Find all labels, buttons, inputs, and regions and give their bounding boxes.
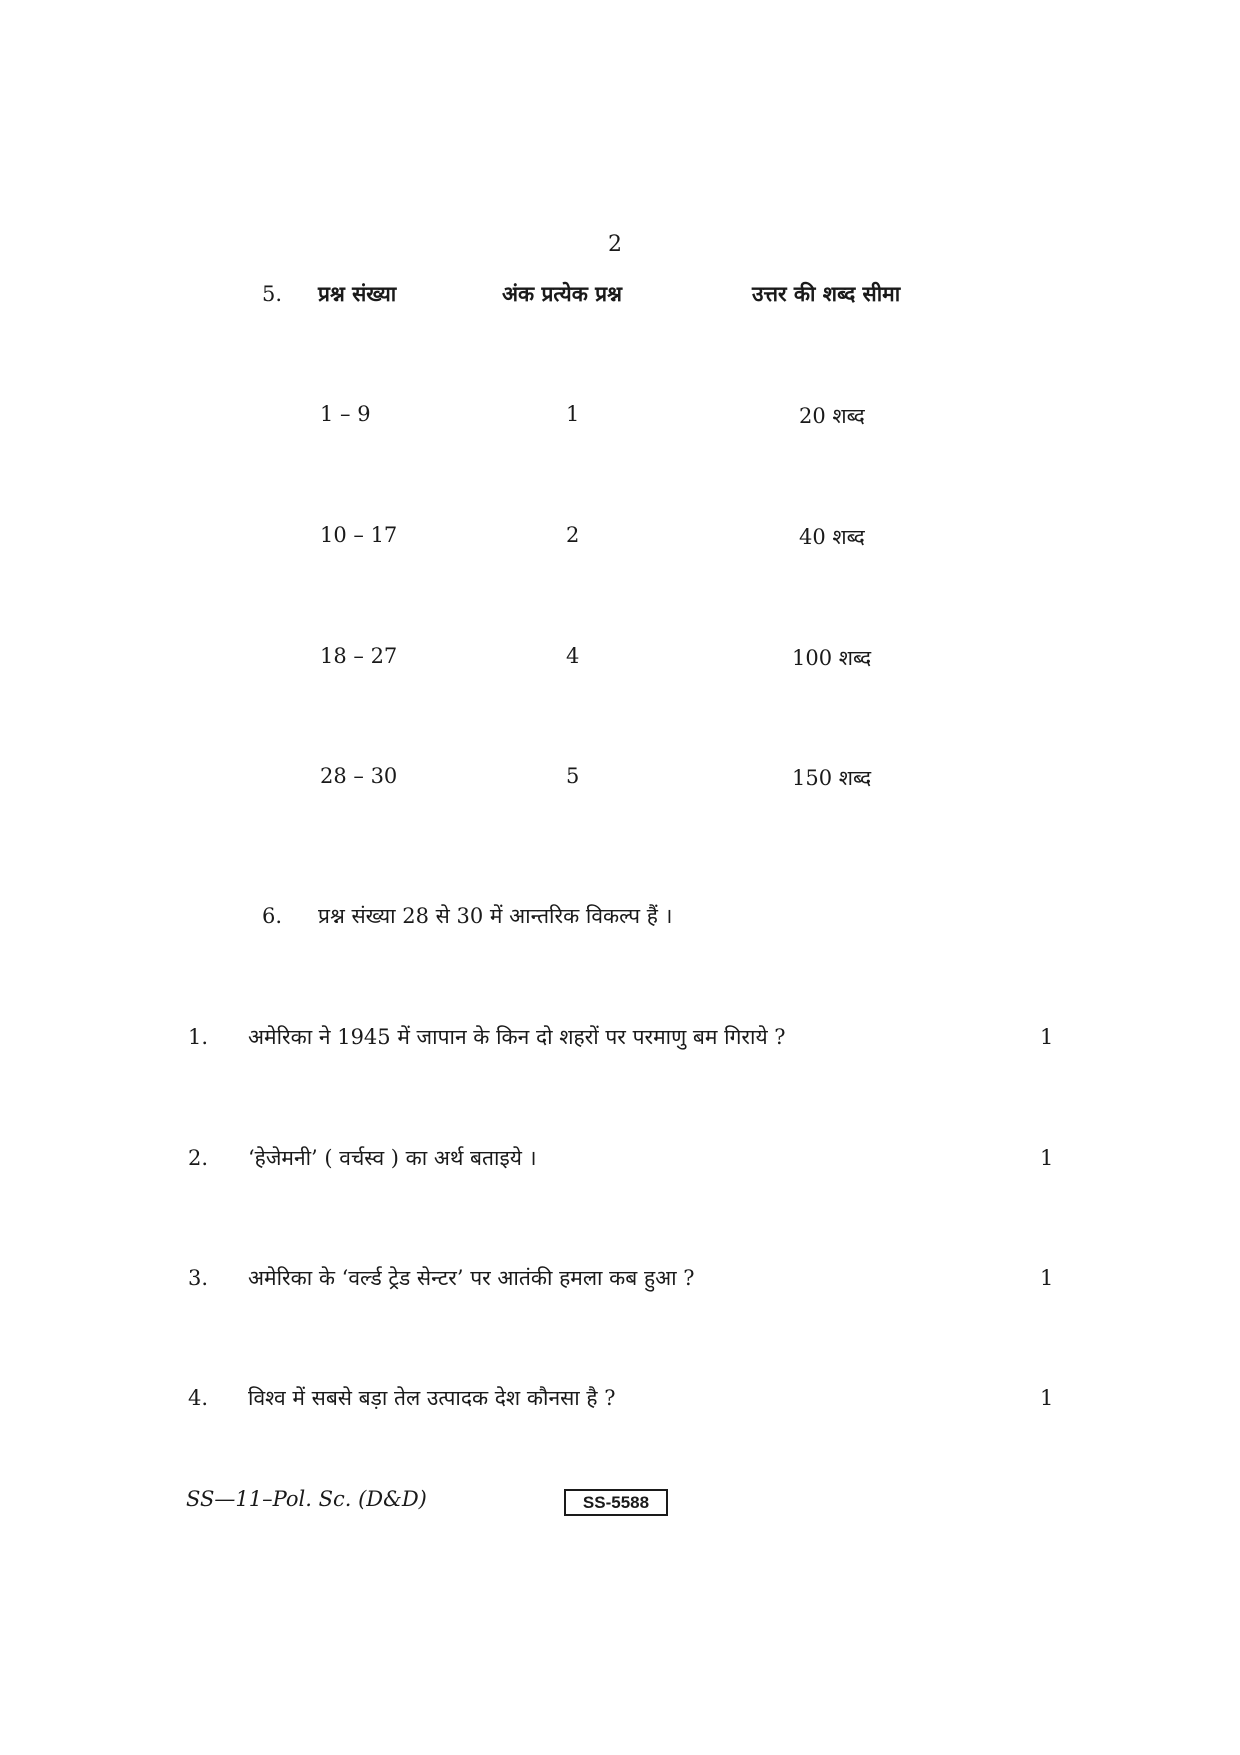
question-text: अमेरिका ने 1945 में जापान के किन दो शहरों पर परमाणु बम गिराये ? <box>248 1025 786 1049</box>
table-cell: 10 – 17 <box>320 523 398 547</box>
table-header-word-limit: उत्तर की शब्द सीमा <box>752 281 901 306</box>
question-marks: 1 <box>1040 1146 1054 1170</box>
question-number: 3. <box>188 1266 209 1290</box>
instruction-text: प्रश्न संख्या 28 से 30 में आन्तरिक विकल्प हैं । <box>318 904 673 928</box>
question-marks: 1 <box>1040 1386 1054 1410</box>
question-number: 2. <box>188 1146 209 1170</box>
table-header-marks: अंक प्रत्येक प्रश्न <box>502 281 622 306</box>
table-cell: 150 शब्द <box>792 766 872 790</box>
table-cell: 1 <box>566 402 580 426</box>
question-text: ‘हेजेमनी’ ( वर्चस्व ) का अर्थ बताइये । <box>248 1146 537 1170</box>
table-header-question-number: प्रश्न संख्या <box>318 281 397 306</box>
footer-paper-code: SS-5588 <box>564 1489 668 1516</box>
page-number: 2 <box>608 232 622 257</box>
question-marks: 1 <box>1040 1025 1054 1049</box>
table-cell: 5 <box>566 764 580 788</box>
instruction-number: 6. <box>262 904 283 928</box>
instruction-number: 5. <box>262 282 283 306</box>
question-marks: 1 <box>1040 1266 1054 1290</box>
question-number: 4. <box>188 1386 209 1410</box>
table-cell: 4 <box>566 644 580 668</box>
table-cell: 100 शब्द <box>792 646 872 670</box>
question-text: अमेरिका के ‘वर्ल्ड ट्रेड सेन्टर’ पर आतंकी हमला कब हुआ ? <box>248 1266 695 1290</box>
table-cell: 1 – 9 <box>320 402 371 426</box>
question-text: विश्व में सबसे बड़ा तेल उत्पादक देश कौनसा है ? <box>248 1386 616 1410</box>
footer-subject: SS—11–Pol. Sc. (D&D) <box>186 1487 427 1511</box>
table-cell: 2 <box>566 523 580 547</box>
table-cell: 20 शब्द <box>799 404 865 428</box>
table-cell: 40 शब्द <box>799 525 865 549</box>
table-cell: 18 – 27 <box>320 644 398 668</box>
question-number: 1. <box>188 1025 209 1049</box>
table-cell: 28 – 30 <box>320 764 398 788</box>
